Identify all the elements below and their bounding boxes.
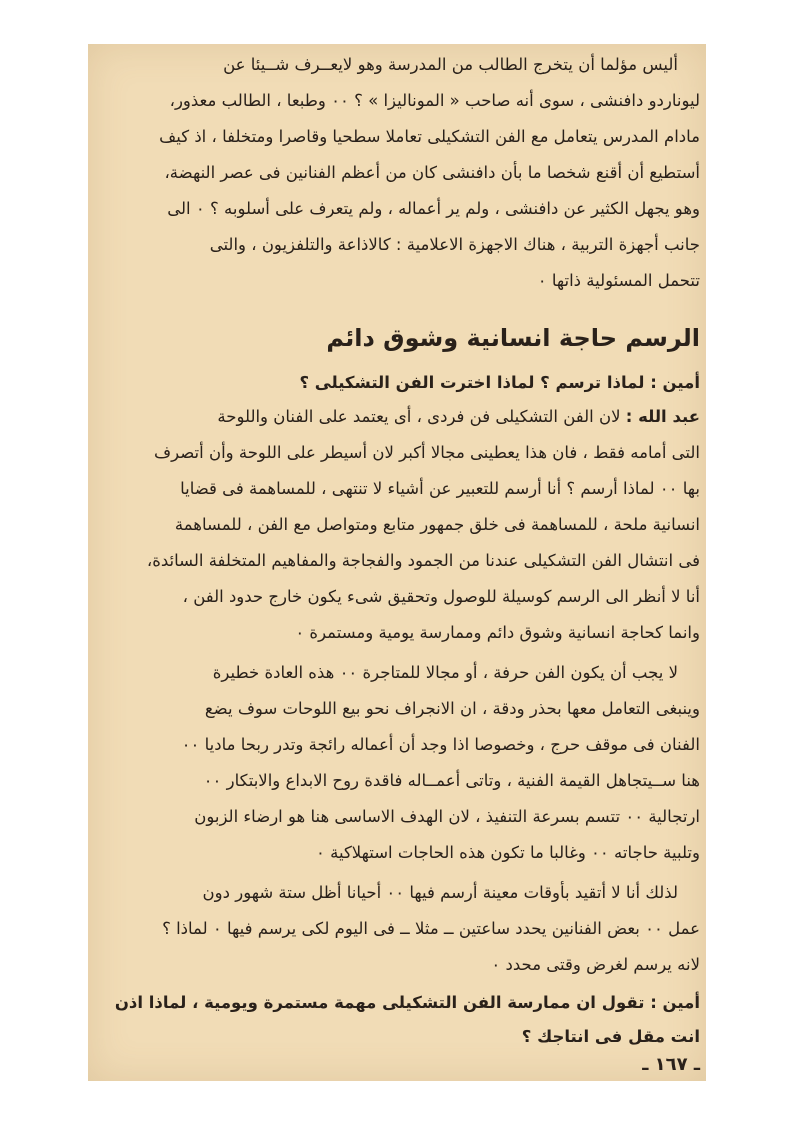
- text-line: هنا ســيتجاهل القيمة الفنية ، وتاتى أعمــاله فاقدة روح الابداع والابتكار ٠٠: [203, 771, 700, 790]
- text-line: تتحمل المسئولية ذاتها ٠: [537, 271, 700, 290]
- text-line: وهو يجهل الكثير عن دافنشى ، ولم ير أعماله ، ولم يتعرف على أسلوبه ؟ ٠ الى: [167, 199, 700, 218]
- text-line: مادام المدرس يتعامل مع الفن التشكيلى تعاملا سطحيا وقاصرا ومتخلفا ، اذ كيف: [159, 127, 700, 146]
- text-line: لانه يرسم لغرض وقتى محدد ٠: [491, 955, 700, 974]
- text-line: لا يجب أن يكون الفن حرفة ، أو مجالا للمتاجرة ٠٠ هذه العادة خطيرة: [212, 663, 678, 682]
- speaker-name: أمين :: [650, 373, 700, 392]
- speaker-name: عبد الله :: [625, 407, 700, 426]
- text-line: عمل ٠٠ بعض الفنانين يحدد ساعتين ــ مثلا ــ فى اليوم لكى يرسم فيها ٠ لماذا ؟: [162, 919, 700, 938]
- question-line: [100, 986, 700, 1020]
- text-line: لذلك أنا لا أتقيد بأوقات معينة أرسم فيها ٠٠ أحيانا أظل ستة شهور دون: [202, 883, 678, 902]
- section-heading: الرسم حاجة انسانية وشوق دائم: [326, 324, 700, 352]
- text-line: أليس مؤلما أن يتخرج الطالب من المدرسة وهو لايعــرف شــيئا عن: [223, 55, 678, 74]
- text-line: انسانية ملحة ، للمساهمة فى خلق جمهور متابع ومتواصل مع الفن ، للمساهمة: [174, 515, 700, 534]
- question-line: [100, 366, 700, 400]
- speaker-name: أمين :: [650, 993, 700, 1012]
- text-line: وتلبية حاجاته ٠٠ وغالبا ما تكون هذه الحاجات استهلاكية ٠: [316, 843, 700, 862]
- answer-line: [100, 400, 700, 434]
- text-line: أنا لا أنظر الى الرسم كوسيلة للوصول وتحقيق شىء يكون خارج حدود الفن ،: [182, 587, 700, 606]
- text-line: ليوناردو دافنشى ، سوى أنه صاحب « الموناليزا » ؟ ٠٠ وطبعا ، الطالب معذور،: [169, 91, 700, 110]
- answer-text: لان الفن التشكيلى فن فردى ، أى يعتمد على الفنان واللوحة: [217, 407, 621, 426]
- text-line: وينبغى التعامل معها بحذر ودقة ، ان الانجراف نحو بيع اللوحات سوف يضع: [204, 699, 700, 718]
- text-line: جانب أجهزة التربية ، هناك الاجهزة الاعلامية : كالاذاعة والتلفزيون ، والتى: [209, 235, 700, 254]
- text-line: بها ٠٠ لماذا أرسم ؟ أنا أرسم للتعبير عن أشياء لا تنتهى ، للمساهمة فى قضايا: [180, 479, 700, 498]
- text-line: التى أمامه فقط ، فان هذا يعطينى مجالا أكبر لان أسيطر على اللوحة وأن أتصرف: [154, 443, 700, 462]
- text-line: فى انتشال الفن التشكيلى عندنا من الجمود والفجاجة والمفاهيم المتخلفة السائدة،: [146, 551, 700, 570]
- text-line: أستطيع أن أقنع شخصا ما بأن دافنشى كان من أعظم الفنانين فى عصر النهضة،: [164, 163, 700, 182]
- text-line: الفنان فى موقف حرج ، وخصوصا اذا وجد أن أعماله رائجة وتدر ربحا ماديا ٠٠: [181, 735, 700, 754]
- text-line: ارتجالية ٠٠ تتسم بسرعة التنفيذ ، لان الهدف الاساسى هنا هو ارضاء الزبون: [194, 807, 700, 826]
- question-text: تقول ان ممارسة الفن التشكيلى مهمة مستمرة ويومية ، لماذا اذن: [114, 993, 645, 1012]
- question-text: لماذا ترسم ؟ لماذا اخترت الفن التشكيلى ؟: [299, 373, 645, 392]
- text-line: وانما كحاجة انسانية وشوق دائم وممارسة يومية ومستمرة ٠: [295, 623, 700, 642]
- page-number: ـ ١٦٧ ـ: [642, 1054, 700, 1075]
- question-line: انت مقل فى انتاجك ؟: [521, 1027, 700, 1046]
